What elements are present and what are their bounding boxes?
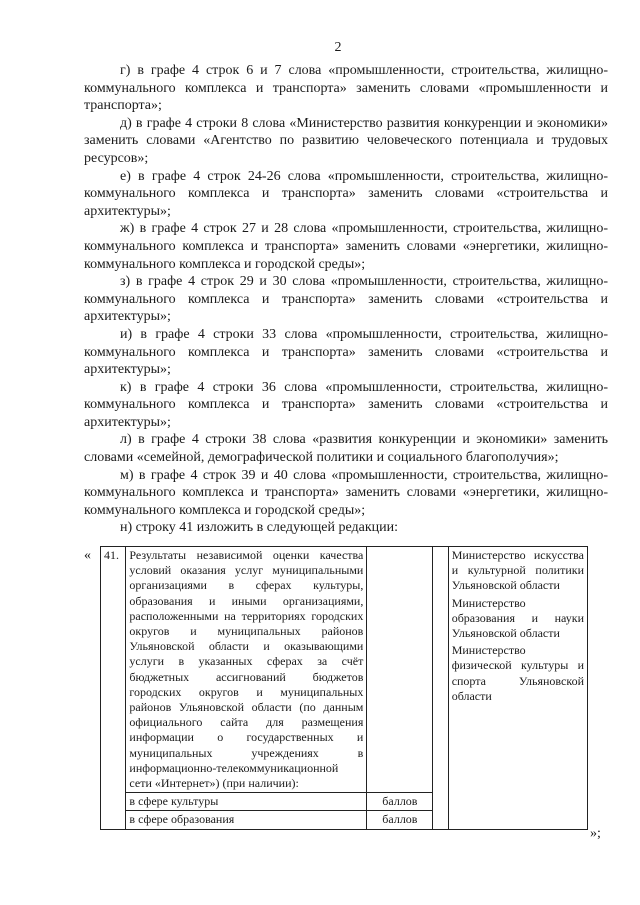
paragraph-m: м) в графе 4 строк 39 и 40 слова «промышленности, строительства, жилищно-коммунального комплекса и транспорта» заменить словами «энергетики, жилищно-коммунального комплекса и городской среды»; — [84, 467, 608, 518]
paragraph-l: л) в графе 4 строки 38 слова «развития конкуренции и экономики» заменить словами «семейной, демографической политики и социального благополучия»; — [84, 432, 608, 466]
row-number-cell: 41. — [101, 547, 126, 830]
paragraph-n: н) строку 41 изложить в следующей редакции: — [120, 520, 399, 536]
responsible-sport: Министерство физической культуры и спорта Ульяновской области — [451, 643, 584, 703]
paragraph-zh: ж) в графе 4 строк 27 и 28 слова «промышленности, строительства, жилищно-коммунального комплекса и транспорта» заменить словами «энергетики, жилищно-коммунального комплекса и городской среды»; — [84, 221, 608, 272]
paragraph-z: з) в графе 4 строк 29 и 30 слова «промышленности, строительства, жилищно-коммунального комплекса и транспорта» заменить словами «строительства и архитектуры»; — [84, 274, 608, 325]
sub-row-unit-education: баллов — [367, 811, 433, 829]
paragraph-i: и) в графе 4 строки 33 слова «промышленности, строительства, жилищно-коммунального комплекса и транспорта» заменить словами «строительства и архитектуры»; — [84, 326, 608, 378]
paragraph-d: д) в графе 4 строки 8 слова «Министерство развития конкуренции и экономики» заменить словами «Агентство по развитию человеческого потенциала и трудовых ресурсов»; — [84, 115, 608, 166]
sub-row-label-education: в сфере образования — [126, 811, 367, 829]
unit-cell-empty — [367, 547, 433, 793]
sub-row-unit-culture: баллов — [367, 793, 433, 811]
table-row-main — [101, 547, 588, 793]
responsible-education: Министерство образования и науки Ульяновской области — [451, 595, 584, 641]
indicator-cell: Результаты независимой оценки качества условий оказания услуг муниципальными организациями в сферах культуры, образования и иными организациями, расположенными на территориях городских округов и муниципальных районов Ульяновской области и оказывающими услуги в указанных сферах за счёт бюджетных ассигнований бюджетов городских округов и муниципальных районов Ульяновской области (по данным официального сайта для размещения информации о государственных и муниципальных учреждениях в информационно-телекоммуникационной сети «Интернет») (при наличии): — [126, 547, 367, 793]
document-body — [84, 62, 608, 537]
paragraph-g: г) в графе 4 строк 6 и 7 слова «промышленности, строительства, жилищно-коммунального комплекса и транспорта» заменить словами «промышленности и транспорта»; — [84, 63, 608, 114]
empty-cell — [433, 547, 448, 830]
page-number: 2 — [334, 40, 342, 55]
paragraph-e: е) в графе 4 строк 24-26 слова «промышленности, строительства, жилищно-коммунального комплекса и транспорта» заменить словами «строительства и архитектуры»; — [84, 168, 608, 219]
table-close-quote: »; — [590, 826, 601, 841]
table-open-quote: « — [84, 548, 91, 563]
amendment-table — [100, 546, 588, 830]
responsible-culture: Министерство искусства и культурной политики Ульяновской области — [451, 548, 584, 593]
paragraph-k: к) в графе 4 строки 36 слова «промышленности, строительства, жилищно-коммунального комплекса и транспорта» заменить словами «строительства и архитектуры»; — [84, 379, 608, 430]
responsible-cell — [448, 547, 587, 830]
sub-row-label-culture: в сфере культуры — [126, 793, 367, 811]
